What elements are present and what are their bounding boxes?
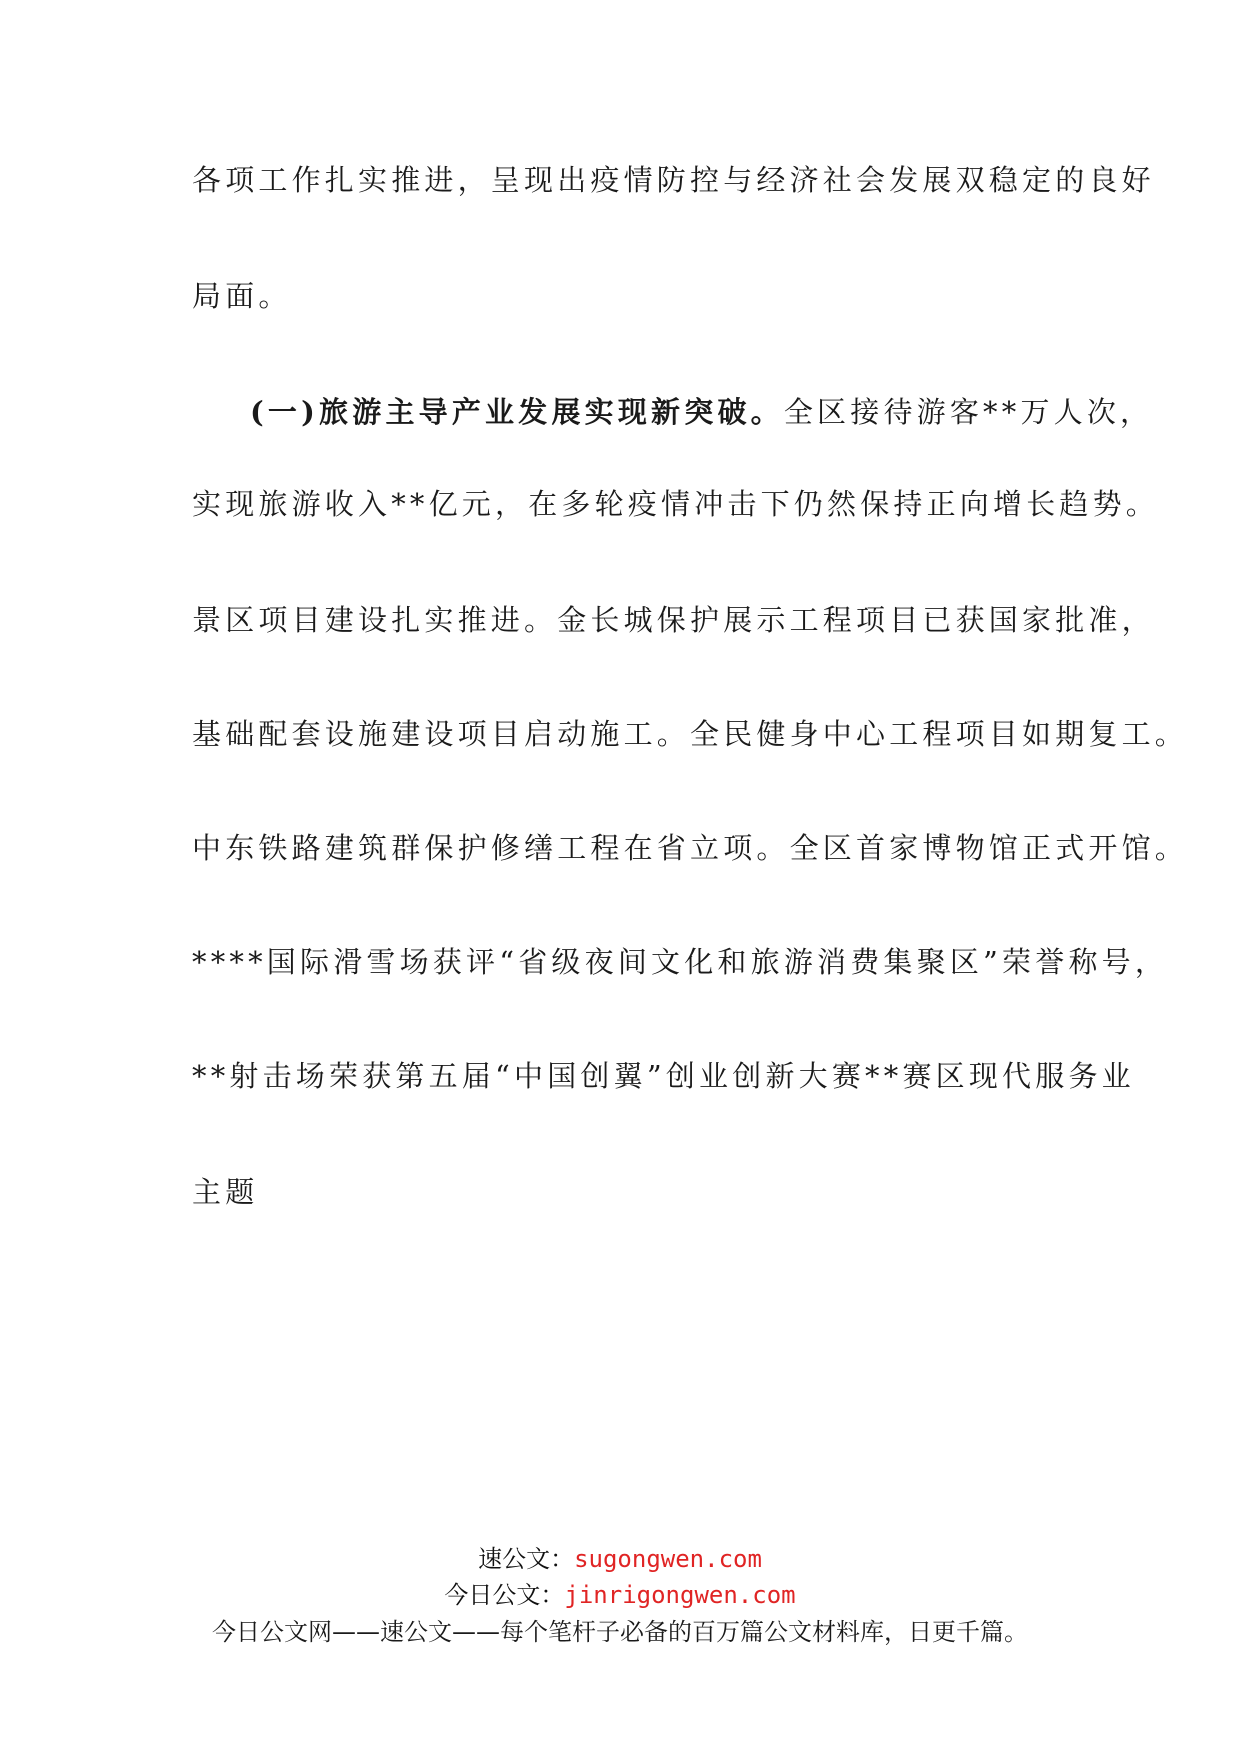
paragraph-line: 实现旅游收入**亿元，在多轮疫情冲击下仍然保持正向增长趋势。 (192, 487, 1160, 521)
paragraph-line: 局面。 (192, 279, 292, 313)
footer-tagline: 今日公文网——速公文——每个笔杆子必备的百万篇公文材料库，日更千篇。 (212, 1618, 1028, 1646)
section-heading: (一)旅游主导产业发展实现新突破。 (250, 395, 784, 429)
footer-link-sugongwen[interactable]: sugongwen.com (574, 1545, 762, 1573)
paragraph-line: 各项工作扎实推进，呈现出疫情防控与经济社会发展双稳定的良好 (192, 163, 1155, 197)
footer-link-jinrigongwen[interactable]: jinrigongwen.com (564, 1581, 796, 1609)
section-heading-continuation: 全区接待游客**万人次， (783, 395, 1154, 429)
paragraph-line: 中东铁路建筑群保护修缮工程在省立项。全区首家博物馆正式开馆。 (192, 831, 1189, 865)
footer-line-2 (0, 1579, 1240, 1611)
paragraph-line: 主题 (192, 1175, 259, 1209)
paragraph-line: ****国际滑雪场获评“省级夜间文化和旅游消费集聚区”荣誉称号， (192, 945, 1169, 979)
footer-label: 速公文： (478, 1545, 575, 1573)
paragraph-line: **射击场荣获第五届“中国创翼”创业创新大赛**赛区现代服务业 (192, 1059, 1135, 1093)
paragraph-line: 景区项目建设扎实推进。金长城保护展示工程项目已获国家批准， (192, 603, 1155, 637)
footer-line-1 (0, 1543, 1240, 1575)
section-heading-line (250, 392, 1154, 432)
footer-label: 今日公文： (444, 1581, 565, 1609)
paragraph-line: 基础配套设施建设项目启动施工。全民健身中心工程项目如期复工。 (192, 717, 1189, 751)
